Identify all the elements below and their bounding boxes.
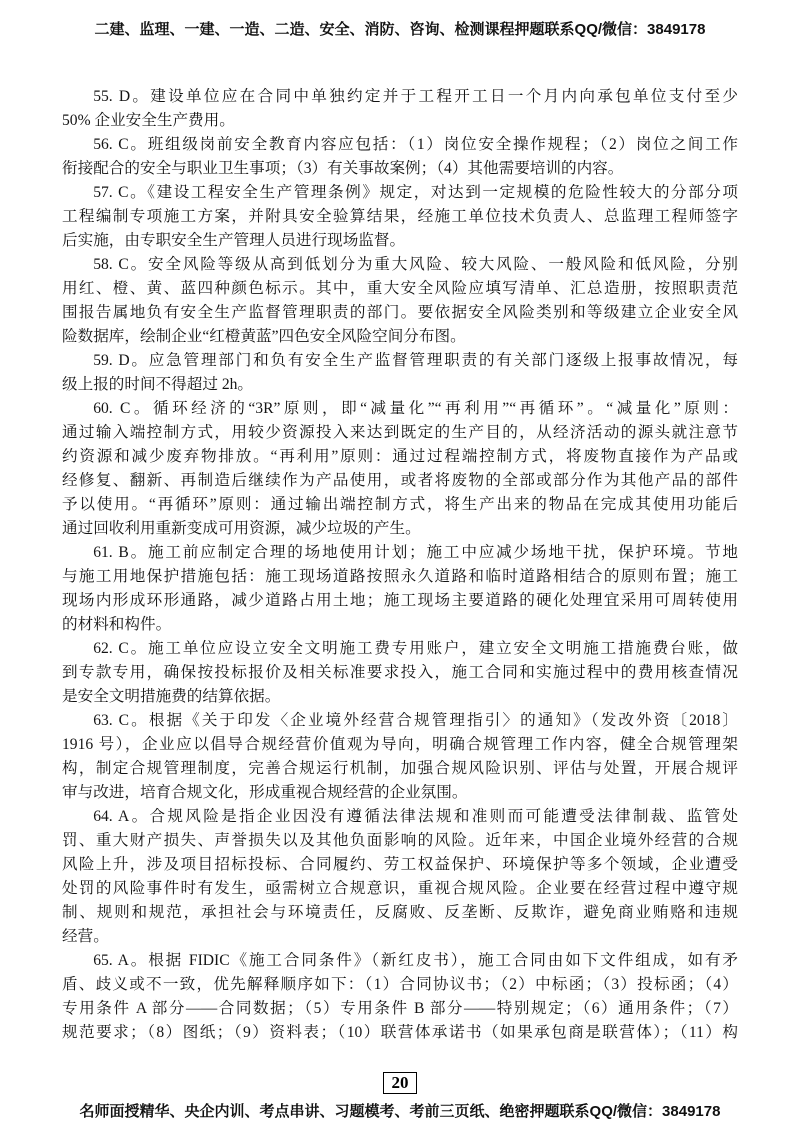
page-number: 20 — [383, 1072, 417, 1094]
answer-60-line-3: 约资源和减少废弃物排放。“再利用”原则：通过过程端控制方式，将废物直接作为产品或 — [62, 448, 738, 465]
answer-63-line-2: 1916 号），企业应以倡导合规经营价值观为导向，明确合规管理工作内容，健全合规管理架 — [62, 736, 738, 753]
answer-57 — [62, 181, 738, 253]
answer-65 — [62, 949, 738, 1045]
answer-62-line-3: 是安全文明措施费的结算依据。 — [62, 688, 281, 705]
answer-62 — [62, 637, 738, 709]
answer-61 — [62, 541, 738, 637]
answer-64-line-1: 64. A。合规风险是指企业因没有遵循法律法规和准则而可能遭受法律制裁、监管处 — [93, 808, 738, 825]
answer-59-line-2: 级上报的时间不得超过 2h。 — [62, 376, 254, 393]
answer-60-line-6: 通过回收利用重新变成可用资源，减少垃圾的产生。 — [62, 520, 421, 537]
answer-64-line-2: 罚、重大财产损失、声誉损失以及其他负面影响的风险。近年来，中国企业境外经营的合规 — [62, 832, 738, 849]
answer-explanations — [62, 85, 738, 1045]
answer-65-line-2: 盾、歧义或不一致，优先解释顺序如下：（1）合同协议书；（2）中标函；（3）投标函；（4） — [62, 976, 738, 993]
answer-58-line-1: 58. C。安全风险等级从高到低划分为重大风险、较大风险、一般风险和低风险，分别 — [93, 256, 738, 273]
answer-56-line-1: 56. C。班组级岗前安全教育内容应包括：（1）岗位安全操作规程；（2）岗位之间工作 — [93, 136, 738, 153]
answer-62-line-2: 到专款专用，确保按投标报价及相关标准要求投入，施工合同和实施过程中的费用核查情况 — [62, 664, 738, 681]
answer-57-line-3: 后实施，由专职安全生产管理人员进行现场监督。 — [62, 232, 406, 249]
answer-58-line-2: 用红、橙、黄、蓝四种颜色标示。其中，重大安全风险应填写清单、汇总造册，按照职责范 — [62, 280, 738, 297]
answer-57-line-2: 工程编制专项施工方案，并附具安全验算结果，经施工单位技术负责人、总监理工程师签字 — [62, 208, 738, 225]
answer-65-line-1: 65. A。根据 FIDIC《施工合同条件》（新红皮书），施工合同由如下文件组成，如有矛 — [93, 952, 738, 969]
answer-65-line-3: 专用条件 A 部分——合同数据；（5）专用条件 B 部分——特别规定；（6）通用条件；（7） — [62, 1000, 738, 1017]
answer-63-line-1: 63. C。根据《关于印发〈企业境外经营合规管理指引〉的通知》（发改外资〔2018〕 — [93, 712, 738, 729]
answer-61-line-1: 61. B。施工前应制定合理的场地使用计划；施工中应减少场地干扰，保护环境。节地 — [93, 544, 738, 561]
answer-60-line-1: 60. C。循环经济的“3R”原则，即“减量化”“再利用”“再循环”。“减量化”原则： — [93, 400, 738, 417]
answer-63 — [62, 709, 738, 805]
answer-57-line-1: 57. C。《建设工程安全生产管理条例》规定，对达到一定规模的危险性较大的分部分项 — [93, 184, 738, 201]
answer-59-line-1: 59. D。应急管理部门和负有安全生产监督管理职责的有关部门逐级上报事故情况，每 — [93, 352, 738, 369]
answer-55-line-1: 55. D。建设单位应在合同中单独约定并于工程开工日一个月内向承包单位支付至少 — [93, 88, 738, 105]
answer-60 — [62, 397, 738, 541]
answer-58-line-4: 险数据库，绘制企业“红橙黄蓝”四色安全风险空间分布图。 — [62, 328, 466, 345]
answer-64-line-6: 经营。 — [62, 928, 109, 945]
page-header: 二建、监理、一建、一造、二造、安全、消防、咨询、检测课程押题联系QQ/微信：3849178 — [94, 21, 706, 38]
answer-62-line-1: 62. C。施工单位应设立安全文明施工费专用账户，建立安全文明施工措施费台账，做 — [93, 640, 738, 657]
answer-55 — [62, 85, 738, 133]
answer-55-line-2: 50% 企业安全生产费用。 — [62, 112, 235, 129]
answer-61-line-2: 与施工用地保护措施包括：施工现场道路按照永久道路和临时道路相结合的原则布置；施工 — [62, 568, 738, 585]
answer-63-line-3: 构，制定合规管理制度，完善合规运行机制，加强合规风险识别、评估与处置，开展合规评 — [62, 760, 738, 777]
answer-61-line-4: 的材料和构件。 — [62, 616, 172, 633]
answer-58 — [62, 253, 738, 349]
answer-60-line-4: 经修复、翻新、再制造后继续作为产品使用，或者将废物的全部或部分作为其他产品的部件 — [62, 472, 738, 489]
answer-65-line-4: 规范要求；（8）图纸；（9）资料表；（10）联营体承诺书（如果承包商是联营体）；（11）构 — [62, 1024, 738, 1041]
answer-63-line-4: 审与改进，培育合规文化，形成重视合规经营的企业氛围。 — [62, 784, 468, 801]
answer-61-line-3: 现场内形成环形通路，减少道路占用土地；施工现场主要道路的硬化处理宜采用可周转使用 — [62, 592, 738, 609]
answer-64-line-3: 风险上升，涉及项目招标投标、合同履约、劳工权益保护、环境保护等多个领域，企业遭受 — [62, 856, 738, 873]
answer-60-line-2: 通过输入端控制方式，用较少资源投入来达到既定的生产目的，从经济活动的源头就注意节 — [62, 424, 738, 441]
answer-56-line-2: 衔接配合的安全与职业卫生事项；（3）有关事故案例；（4）其他需要培训的内容。 — [62, 160, 624, 177]
answer-60-line-5: 予以使用。“再循环”原则：通过输出端控制方式，将生产出来的物品在完成其使用功能后 — [62, 496, 738, 513]
answer-59 — [62, 349, 738, 397]
answer-56 — [62, 133, 738, 181]
answer-64-line-5: 制、规则和规范，承担社会与环境责任，反腐败、反垄断、反欺诈，避免商业贿赂和违规 — [62, 904, 738, 921]
answer-58-line-3: 围报告属地负有安全生产监督管理职责的部门。要依据安全风险类别和等级建立企业安全风 — [62, 304, 738, 321]
answer-64 — [62, 805, 738, 949]
answer-64-line-4: 处罚的风险事件时有发生，亟需树立合规意识，重视合规风险。企业要在经营过程中遵守规 — [62, 880, 738, 897]
page-footer: 名师面授精华、央企内训、考点串讲、习题模考、考前三页纸、绝密押题联系QQ/微信：3849178 — [79, 1103, 721, 1120]
